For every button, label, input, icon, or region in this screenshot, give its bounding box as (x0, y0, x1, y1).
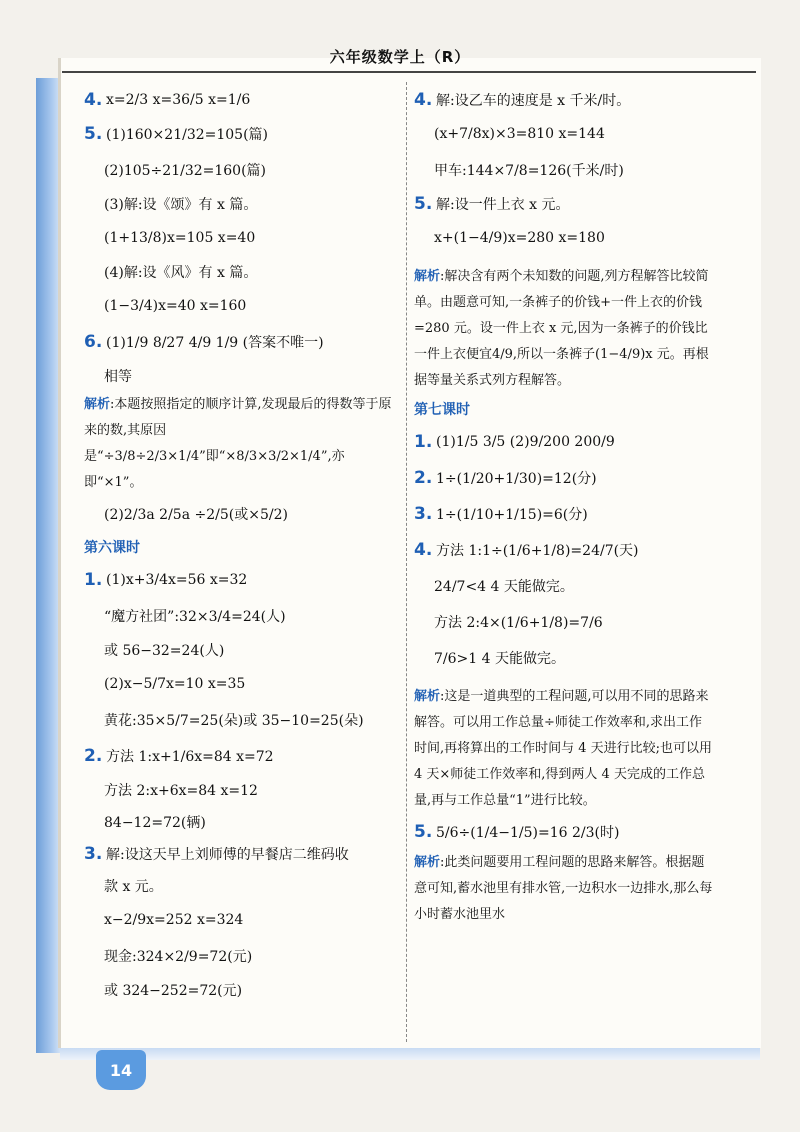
answer-line: 相等 (104, 369, 132, 385)
answer-line: 方法 2:4×(1/6+1/8)=7/6 (434, 615, 603, 631)
answer-line: 黄花:35×5/7=25(朵)或 35−10=25(朵) (104, 713, 364, 729)
analysis-paragraph: 解析:解决含有两个未知数的问题,列方程解答比较简单。由题意可知,一条裤子的价钱+一件上衣的价钱=280 元。设一件上衣 x 元,因为一条裤子的价钱比一件上衣便宜4/9,所以一条裤子(1−4/9)x 元。再根据等量关系式列方程解答。 (414, 269, 709, 388)
answer-line: (2)105÷21/32=160(篇) (104, 163, 267, 179)
page-number-tab: 14 (96, 1050, 146, 1090)
answer-2: 2. 1÷(1/20+1/30)=12(分) (414, 468, 597, 488)
answer-text: (1)1/5 3/5 (2)9/200 200/9 (436, 434, 615, 450)
answer-line: 84−12=72(辆) (104, 815, 206, 831)
answer-5: 5. 5/6÷(1/4−1/5)=16 2/3(时) (414, 822, 620, 842)
answer-text: 5/6÷(1/4−1/5)=16 2/3(时) (436, 825, 620, 841)
answer-1: 1. (1)1/5 3/5 (2)9/200 200/9 (414, 432, 615, 452)
answer-4: 4. 方法 1:1÷(1/6+1/8)=24/7(天) (414, 540, 639, 560)
answer-4: 4. x=2/3 x=36/5 x=1/6 (84, 90, 251, 110)
answer-6: 6. (1)1/9 8/27 4/9 1/9 (答案不唯一) (84, 332, 324, 352)
section-heading-lesson-6: 第六课时 (84, 540, 140, 556)
analysis-paragraph: 解析:此类问题要用工程问题的思路来解答。根据题意可知,蓄水池里有排水管,一边积水一边排水,那么每小时蓄水池里水 (414, 855, 713, 922)
answer-line: (1)x+3/4x=56 x=32 (106, 572, 248, 588)
answer-line: 甲车:144×7/8=126(千米/时) (434, 163, 624, 179)
answer-line: 解:设乙车的速度是 x 千米/时。 (436, 93, 631, 109)
answer-line: (3)解:设《颂》有 x 篇。 (104, 197, 258, 213)
analysis-paragraph: 解析:这是一道典型的工程问题,可以用不同的思路来解答。可以用工作总量÷师徒工作效率和,求出工作时间,再将算出的工作时间与 4 天进行比较;也可以用 4 天×师徒工作效率和,得到两人 4 天完成的工作总量,再与工作总量“1”进行比较。 (414, 689, 713, 808)
answer-line: 7/6>1 4 天能做完。 (434, 651, 565, 667)
left-column (84, 84, 400, 1006)
answer-text: x=2/3 x=36/5 x=1/6 (106, 92, 251, 108)
answer-line: (2)2/3a 2/5a ÷2/5(或×5/2) (104, 507, 288, 523)
answer-line: 或 56−32=24(人) (104, 643, 225, 659)
answer-line: 款 x 元。 (104, 879, 163, 895)
answer-text: 1÷(1/20+1/30)=12(分) (436, 471, 597, 487)
answer-1: 1. (1)x+3/4x=56 x=32 (84, 570, 248, 590)
answer-3: 3. 1÷(1/10+1/15)=6(分) (414, 504, 588, 524)
answer-line: (1+13/8)x=105 x=40 (104, 230, 256, 246)
answer-line: (2)x−5/7x=10 x=35 (104, 676, 246, 692)
answer-line: 现金:324×2/9=72(元) (104, 949, 253, 965)
answer-line: 解:设这天早上刘师傅的早餐店二维码收 (106, 847, 349, 863)
answer-line: (x+7/8x)×3=810 x=144 (434, 126, 605, 142)
answer-line: x+(1−4/9)x=280 x=180 (434, 230, 605, 246)
answer-4: 4. 解:设乙车的速度是 x 千米/时。 (414, 90, 631, 110)
answer-text: 1÷(1/10+1/15)=6(分) (436, 507, 588, 523)
answer-2: 2. 方法 1:x+1/6x=84 x=72 (84, 746, 274, 766)
analysis-paragraph: 解析:本题按照指定的顺序计算,发现最后的得数等于原来的数,其原因是“÷3/8÷2/3×1/4”即“×8/3×3/2×1/4”,亦即“×1”。 (84, 397, 392, 490)
right-column (414, 84, 714, 928)
answer-line: 24/7<4 4 天能做完。 (434, 579, 574, 595)
answer-line: x−2/9x=252 x=324 (104, 912, 244, 928)
answer-line: 方法 2:x+6x=84 x=12 (104, 783, 258, 799)
answer-5: 5. 解:设一件上衣 x 元。 (414, 194, 570, 214)
answer-5: 5. (1)160×21/32=105(篇) (84, 124, 269, 144)
column-divider (406, 82, 407, 1042)
answer-line: (1−3/4)x=40 x=160 (104, 298, 247, 314)
header-rule (62, 71, 756, 73)
answer-line: (1)1/9 8/27 4/9 1/9 (答案不唯一) (106, 335, 324, 351)
answer-line: 或 324−252=72(元) (104, 983, 243, 999)
answer-line: “魔方社团”:32×3/4=24(人) (104, 609, 286, 625)
answer-line: 方法 1:1÷(1/6+1/8)=24/7(天) (436, 543, 639, 559)
page-bottom-decoration (60, 1048, 760, 1060)
answer-line: (4)解:设《风》有 x 篇。 (104, 265, 258, 281)
answer-3: 3. 解:设这天早上刘师傅的早餐店二维码收 (84, 844, 349, 864)
section-heading-lesson-7: 第七课时 (414, 402, 470, 418)
answer-line: 方法 1:x+1/6x=84 x=72 (106, 749, 274, 765)
page-header-title: 六年级数学上（R） (329, 48, 471, 66)
answer-line: (1)160×21/32=105(篇) (106, 127, 269, 143)
answer-line: 解:设一件上衣 x 元。 (436, 197, 570, 213)
